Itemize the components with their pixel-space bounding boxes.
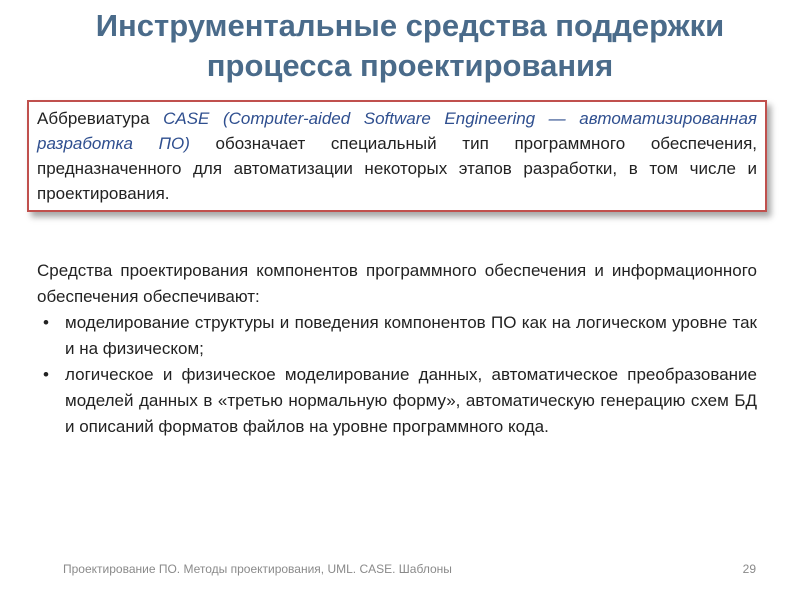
bullet-icon: • <box>43 365 49 384</box>
list-item-text: логическое и физическое моделирование данных, автоматическое преобразование моделей данных в «третью нормальную форму», автоматическую генерацию схем БД и описаний форматов файлов на уровне программного кода. <box>65 365 757 436</box>
list-item <box>37 310 757 362</box>
title-line-2: процесса проектирования <box>206 48 614 83</box>
list-item-text: моделирование структуры и поведения компонентов ПО как на логическом уровне так и на физическом; <box>65 313 757 358</box>
slide-title <box>30 6 790 86</box>
definition-suffix: обозначает специальный тип программного обеспечения, предназначенного для автоматизации некоторых этапов разработки, в том числе и проектирования. <box>37 134 757 203</box>
footer-text: Проектирование ПО. Методы проектирования, UML. CASE. Шаблоны <box>63 562 452 576</box>
title-line-1: Инструментальные средства поддержки <box>95 8 725 43</box>
bullet-icon: • <box>43 313 49 332</box>
body-text <box>37 258 757 440</box>
case-definition-box <box>27 100 767 212</box>
list-item <box>37 362 757 440</box>
definition-prefix: Аббревиатура <box>37 109 164 128</box>
bullet-list <box>37 310 757 440</box>
intro-paragraph: Средства проектирования компонентов программного обеспечения и информационного обеспечения обеспечивают: <box>37 261 757 306</box>
definition-accent: CASE (Computer-aided Software Engineering — автоматизированная разработка ПО) <box>37 109 757 153</box>
page-number: 29 <box>742 562 756 576</box>
